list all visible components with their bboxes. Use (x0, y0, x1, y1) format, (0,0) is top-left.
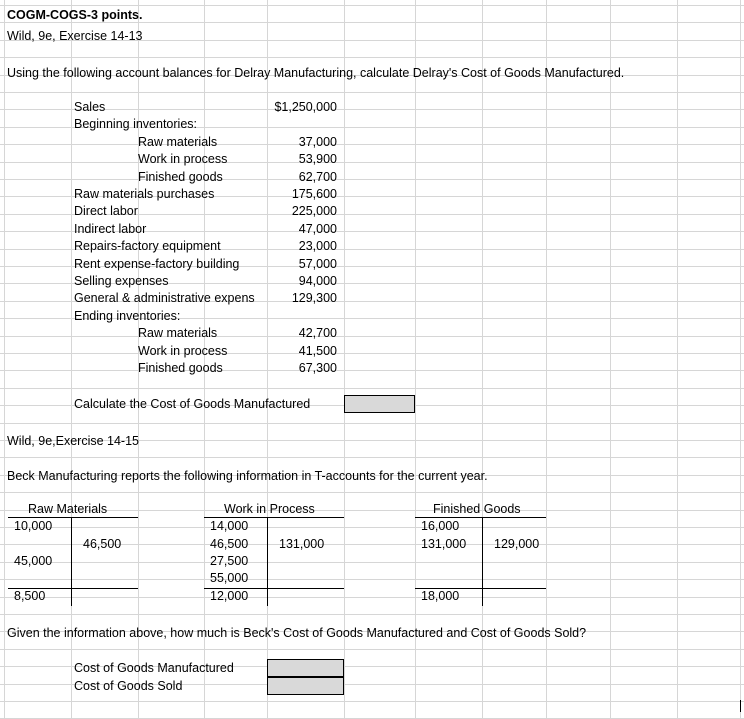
grid-row-line (0, 562, 744, 563)
t-account-title: Work in Process (224, 502, 315, 516)
balance-value: 42,700 (298, 326, 337, 340)
grid-row-line (0, 579, 744, 580)
grid-column-line (482, 0, 483, 719)
balance-value: 67,300 (298, 361, 337, 375)
balance-label: Raw materials (138, 135, 218, 149)
grid-row-line (0, 527, 744, 528)
exercise-reference-1: Wild, 9e, Exercise 14-13 (7, 29, 143, 43)
balance-value: 175,600 (291, 187, 337, 201)
balance-label: Sales (74, 100, 106, 114)
balance-label: Repairs-factory equipment (74, 239, 221, 253)
balance-label: Indirect labor (74, 222, 147, 236)
t-account-credit: 129,000 (494, 537, 540, 551)
page-title: COGM-COGS-3 points. (7, 8, 143, 22)
question-2: Given the information above, how much is Beck's Cost of Goods Manufactured and Cost of Goods Sold? (7, 626, 587, 640)
grid-row-line (0, 370, 744, 371)
balance-value: 94,000 (298, 274, 337, 288)
cogs-label: Cost of Goods Sold (74, 679, 183, 693)
grid-row-line (0, 388, 744, 389)
balance-value: 41,500 (298, 344, 337, 358)
grid-row-line (0, 5, 744, 6)
grid-row-line (0, 109, 744, 110)
grid-column-line (740, 0, 741, 719)
t-account-debit: 10,000 (14, 519, 53, 533)
t-account-title: Raw Materials (28, 502, 108, 516)
t-account-debit: 46,500 (210, 537, 249, 551)
t-account-debit: 16,000 (421, 519, 460, 533)
grid-row-line (0, 353, 744, 354)
grid-row-line (0, 179, 744, 180)
t-account-debit: 18,000 (421, 589, 460, 603)
balance-label: Raw materials purchases (74, 187, 215, 201)
grid-column-line (546, 0, 547, 719)
t-account-title: Finished Goods (433, 502, 521, 516)
grid-row-line (0, 457, 744, 458)
balance-label: Raw materials (138, 326, 218, 340)
t-account-divider (482, 517, 483, 606)
balance-label: Direct labor (74, 204, 138, 218)
t-account-debit: 27,500 (210, 554, 249, 568)
balance-label: Ending inventories: (74, 309, 181, 323)
balance-value: $1,250,000 (274, 100, 337, 114)
grid-column-line (204, 0, 205, 719)
grid-row-line (0, 336, 744, 337)
t-account-debit: 131,000 (421, 537, 467, 551)
balance-label: Rent expense-factory building (74, 257, 240, 271)
grid-row-line (0, 423, 744, 424)
grid-column-line (71, 0, 72, 719)
grid-row-line (0, 649, 744, 650)
instruction-2: Beck Manufacturing reports the following information in T-accounts for the current year. (7, 469, 488, 483)
grid-column-line (4, 0, 5, 719)
grid-column-line (677, 0, 678, 719)
beck-cogs-answer-cell[interactable] (267, 677, 344, 695)
t-account-debit: 12,000 (210, 589, 249, 603)
grid-row-line (0, 597, 744, 598)
grid-row-line (0, 614, 744, 615)
exercise-reference-2: Wild, 9e,Exercise 14-15 (7, 434, 140, 448)
balance-label: Beginning inventories: (74, 117, 197, 131)
cursor-marker (740, 700, 741, 712)
grid-column-line (610, 0, 611, 719)
balance-value: 62,700 (298, 170, 337, 184)
balance-label: Finished goods (138, 361, 223, 375)
balance-label: Selling expenses (74, 274, 169, 288)
t-account-divider (267, 517, 268, 606)
t-account-debit: 45,000 (14, 554, 53, 568)
beck-cogm-answer-cell[interactable] (267, 659, 344, 677)
balance-label: General & administrative expens (74, 291, 255, 305)
t-account-credit: 131,000 (279, 537, 325, 551)
balance-label: Work in process (138, 152, 228, 166)
grid-row-line (0, 701, 744, 702)
balance-value: 57,000 (298, 257, 337, 271)
balance-value: 47,000 (298, 222, 337, 236)
t-account-debit: 8,500 (14, 589, 46, 603)
t-account-debit: 14,000 (210, 519, 249, 533)
balance-label: Finished goods (138, 170, 223, 184)
grid-row-line (0, 144, 744, 145)
grid-row-line (0, 162, 744, 163)
balance-value: 225,000 (291, 204, 337, 218)
grid-column-line (138, 0, 139, 719)
balance-label: Work in process (138, 344, 228, 358)
grid-row-line (0, 492, 744, 493)
t-account-debit: 55,000 (210, 571, 249, 585)
t-account-top-line (415, 517, 546, 518)
cogm-label: Cost of Goods Manufactured (74, 661, 234, 675)
t-account-credit: 46,500 (83, 537, 122, 551)
grid-row-line (0, 57, 744, 58)
t-account-top-line (204, 517, 344, 518)
grid-row-line (0, 92, 744, 93)
grid-row-line (0, 510, 744, 511)
balance-value: 23,000 (298, 239, 337, 253)
t-account-top-line (8, 517, 138, 518)
grid-column-line (415, 0, 416, 719)
balance-value: 53,900 (298, 152, 337, 166)
t-account-divider (71, 517, 72, 606)
balance-value: 129,300 (291, 291, 337, 305)
cogm-answer-cell[interactable] (344, 395, 415, 413)
calc-cogm-label: Calculate the Cost of Goods Manufactured (74, 397, 311, 411)
instruction-1: Using the following account balances for Delray Manufacturing, calculate Delray's Cost of Goods Manufactured. (7, 66, 625, 80)
grid-column-line (344, 0, 345, 719)
balance-value: 37,000 (298, 135, 337, 149)
